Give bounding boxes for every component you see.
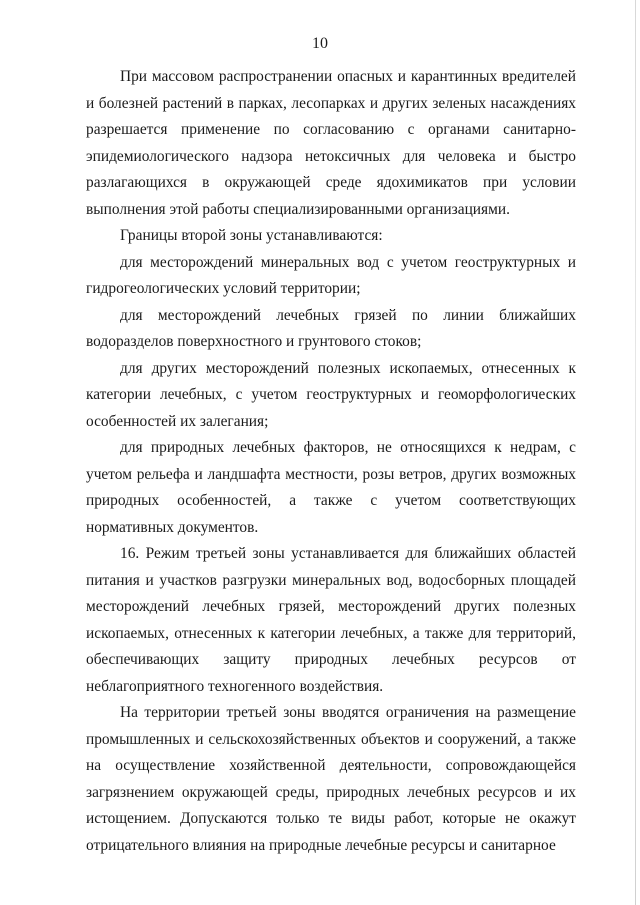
page-edge-line	[635, 0, 636, 905]
paragraph-second-zone-borders: Границы второй зоны устанавливаются:	[120, 227, 383, 244]
paragraph-third-zone-regime: 16. Режим третьей зоны устанавливается для ближайших областей питания и участков разгрузки минеральных вод, водосборных площадей месторождений лечебных грязей, месторождений других полезных ископаемых, отнесенных к категории лечебных, а также для территорий, обеспечивающих защиту природных лечебных ресурсов от неблагоприятного техногенного воздействия.	[86, 545, 576, 695]
paragraph-other-deposits: для других месторождений полезных ископаемых, отнесенных к категории лечебных, с учетом геоструктурных и геоморфологических особенностей их залегания;	[86, 359, 576, 430]
paragraph-mineral-waters: для месторождений минеральных вод с учетом геоструктурных и гидрогеологических условий территории;	[86, 253, 576, 297]
page-number: 10	[312, 35, 328, 52]
paragraph-pest-control: При массовом распространении опасных и карантинных вредителей и болезней растений в парках, лесопарках и других зеленых насаждениях разрешается применение по согласованию с органами санитарно-эпидемиологического надзора нетоксичных для человека и быстро разлагающихся в окружающей среде ядохимикатов при условии выполнения этой работы специализированными организациями.	[86, 68, 576, 218]
body-text	[86, 64, 576, 859]
paragraph-natural-factors: для природных лечебных факторов, не относящихся к недрам, с учетом рельефа и ландшафта местности, розы ветров, других возможных природных особенностей, а также с учетом соответствующих нормативных документов.	[86, 439, 576, 536]
paragraph-third-zone-restrictions: На территории третьей зоны вводятся ограничения на размещение промышленных и сельскохозяйственных объектов и сооружений, а также на осуществление хозяйственной деятельности, сопровождающейся загрязнением окружающей среды, природных лечебных ресурсов и их истощением. Допускаются только те виды работ, которые не окажут отрицательного влияния на природные лечебные ресурсы и санитарное	[86, 704, 576, 854]
paragraph-therapeutic-mud: для месторождений лечебных грязей по линии ближайших водоразделов поверхностного и грунтового стоков;	[86, 306, 576, 350]
